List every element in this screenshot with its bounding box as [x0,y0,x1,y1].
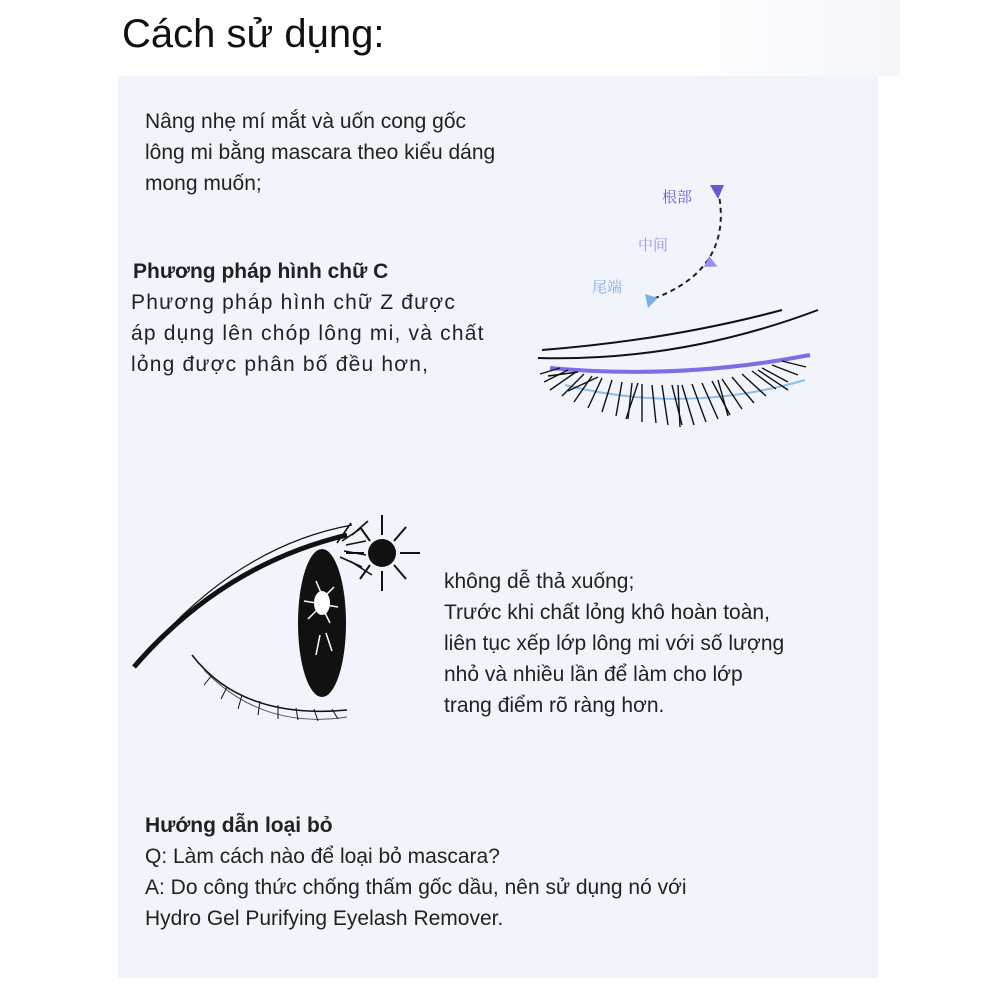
page-title: Cách sử dụng: [122,12,385,56]
removal-line: Q: Làm cách nào để loại bỏ mascara? [145,845,500,868]
lash-application-diagram [520,180,820,440]
removal-title: Hướng dẫn loại bỏ [145,814,333,837]
eye-illustration [132,505,452,735]
method-paragraph [131,287,485,380]
middle-marker-icon [704,256,720,272]
panel-fade [660,0,900,76]
step1-line: lông mi bằng mascara theo kiểu dáng [145,141,496,164]
step1-line: mong muốn; [145,172,262,195]
step1-paragraph [145,106,495,199]
removal-line: Hydro Gel Purifying Eyelash Remover. [145,907,504,930]
method-line: Phương pháp hình chữ Z được [131,291,457,314]
iris-highlight-icon [314,591,330,615]
upper-lid-line [542,310,782,350]
step2-paragraph [444,566,784,721]
step1-line: Nâng nhẹ mí mắt và uốn cong gốc [145,110,467,133]
step2-line: trang điểm rõ ràng hơn. [444,694,665,717]
tip-label: 尾端 [592,278,623,296]
method-line: áp dụng lên chóp lông mi, và chất [131,322,485,345]
method-title: Phương pháp hình chữ C [133,260,389,283]
removal-line: A: Do công thức chống thấm gốc dầu, nên sử dụng nó với [145,876,687,899]
method-line: lỏng được phân bố đều hơn, [131,353,430,376]
tip-arrow-icon [645,294,658,308]
step2-line: nhỏ và nhiều lần để làm cho lớp [444,663,743,686]
root-marker-icon [710,185,724,199]
upper-lashes-group [337,521,372,575]
middle-label: 中间 [638,236,669,254]
mascara-wand-icon [368,539,396,567]
step2-line: liên tục xếp lớp lông mi với số lượng [444,632,785,655]
removal-paragraph [145,841,687,934]
step2-line: không dễ thả xuống; [444,570,635,593]
root-label: 根部 [662,188,693,206]
iris-icon [298,549,346,697]
lid-crease-line [538,310,818,358]
step2-line: Trước khi chất lỏng khô hoàn toàn, [444,601,770,624]
